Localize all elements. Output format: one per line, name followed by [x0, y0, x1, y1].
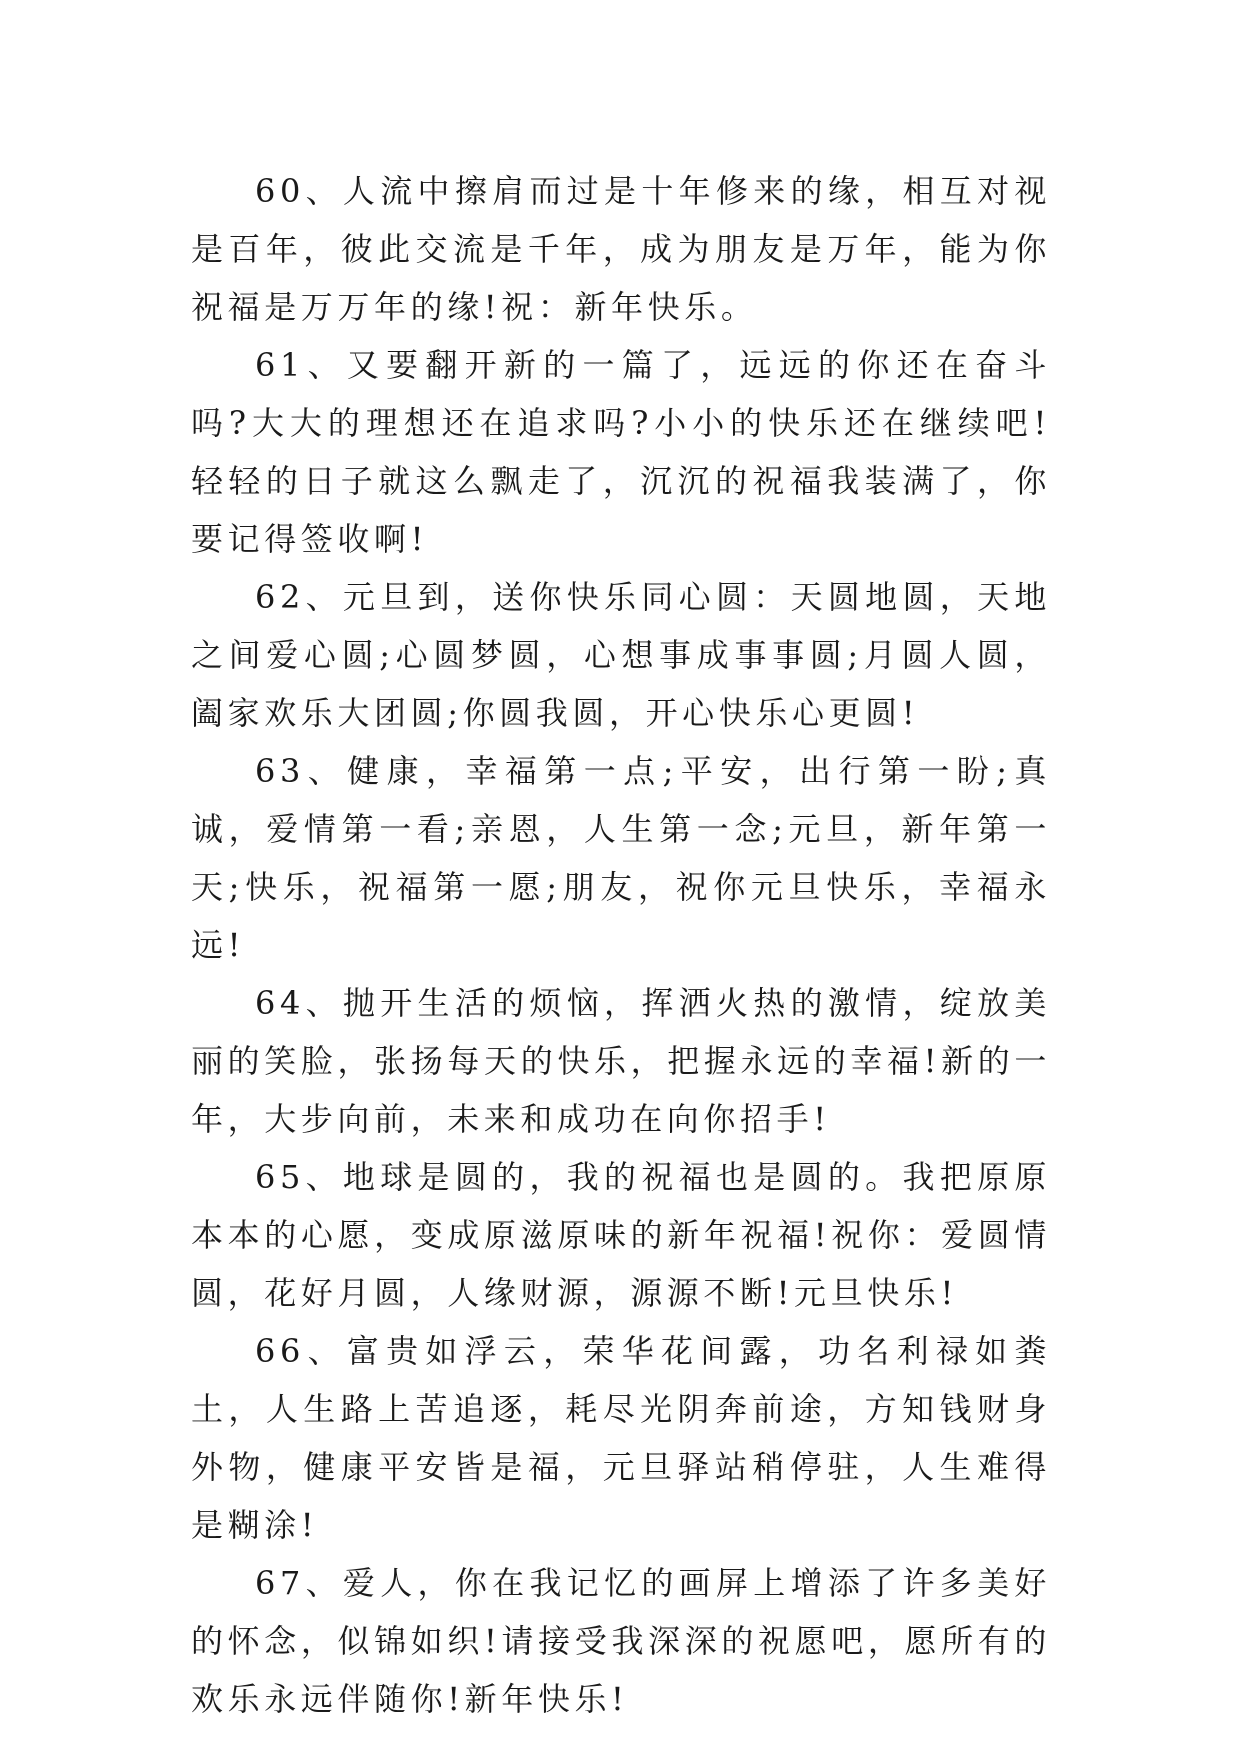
paragraph-65: 65、地球是圆的，我的祝福也是圆的。我把原原本本的心愿，变成原滋原味的新年祝福!祝你：爱圆情圆，花好月圆，人缘财源，源源不断!元旦快乐!: [191, 1158, 1051, 1312]
document-body: [191, 162, 1051, 1728]
paragraph-62: 62、元旦到，送你快乐同心圆：天圆地圆，天地之间爱心圆;心圆梦圆，心想事成事事圆;月圆人圆，阖家欢乐大团圆;你圆我圆，开心快乐心更圆!: [191, 578, 1051, 732]
paragraph-61: 61、又要翻开新的一篇了，远远的你还在奋斗吗?大大的理想还在追求吗?小小的快乐还在继续吧!轻轻的日子就这么飘走了，沉沉的祝福我装满了，你要记得签收啊!: [191, 346, 1051, 558]
paragraph-67: 67、爱人，你在我记忆的画屏上增添了许多美好的怀念，似锦如织!请接受我深深的祝愿吧，愿所有的欢乐永远伴随你!新年快乐!: [191, 1564, 1051, 1718]
paragraph-60: 60、人流中擦肩而过是十年修来的缘，相互对视是百年，彼此交流是千年，成为朋友是万年，能为你祝福是万万年的缘!祝：新年快乐。: [191, 172, 1051, 326]
paragraph-64: 64、抛开生活的烦恼，挥洒火热的激情，绽放美丽的笑脸，张扬每天的快乐，把握永远的幸福!新的一年，大步向前，未来和成功在向你招手!: [191, 984, 1051, 1138]
paragraph-66: 66、富贵如浮云，荣华花间露，功名利禄如粪土，人生路上苦追逐，耗尽光阴奔前途，方知钱财身外物，健康平安皆是福，元旦驿站稍停驻，人生难得是糊涂!: [191, 1332, 1051, 1544]
paragraph-63: 63、健康，幸福第一点;平安，出行第一盼;真诚，爱情第一看;亲恩，人生第一念;元旦，新年第一天;快乐，祝福第一愿;朋友，祝你元旦快乐，幸福永远!: [191, 752, 1051, 964]
